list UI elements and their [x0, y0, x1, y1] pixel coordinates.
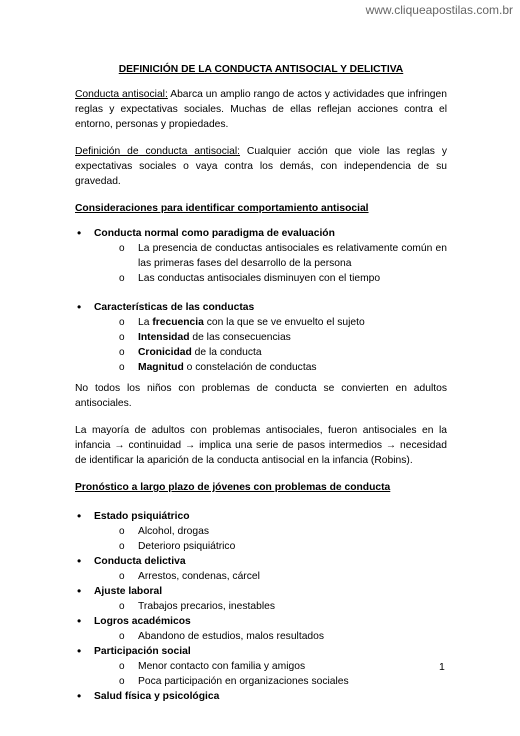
- emphasis: Magnitud: [138, 362, 184, 373]
- list-item-label: Conducta normal como paradigma de evaluación: [94, 228, 335, 239]
- text: o constelación de conductas: [183, 362, 317, 373]
- sub-list-item: o Abandono de estudios, malos resultados: [119, 629, 447, 644]
- sub-list-item: o Menor contacto con familia y amigos: [119, 659, 447, 674]
- emphasis: Cronicidad: [138, 347, 192, 358]
- term-definicion: Definición de conducta antisocial:: [75, 146, 241, 157]
- document-body: [75, 62, 447, 704]
- list-item-label: Logros académicos: [94, 616, 191, 627]
- term-conducta-antisocial: Conducta antisocial:: [75, 89, 168, 100]
- sub-list-item: [119, 315, 447, 330]
- section-heading-pronostico: Pronóstico a largo plazo de jóvenes con problemas de conducta: [75, 482, 391, 493]
- sub-list: [94, 569, 447, 584]
- paragraph-robins: [75, 423, 447, 468]
- bullet-list: [75, 509, 447, 704]
- paragraph-text: Cualquier acción que viole las reglas y expectativas sociales o vaya contra los demás, con independencia de su gravedad.: [75, 146, 447, 187]
- sub-list: [94, 241, 447, 286]
- document-title: DEFINICIÓN DE LA CONDUCTA ANTISOCIAL Y DELICTIVA: [118, 64, 404, 75]
- bullet-list: [75, 300, 447, 375]
- paragraph-definicion: [75, 144, 447, 189]
- text: continuidad: [124, 440, 185, 451]
- text: con la que se ve envuelto el sujeto: [203, 317, 365, 328]
- sub-list: [94, 629, 447, 644]
- list-item: [75, 614, 447, 644]
- sub-list-item: o La presencia de conductas antisociales es relativamente común en las primeras fases del desarrollo de la persona: [119, 241, 447, 271]
- sub-list-item: o Alcohol, drogas: [119, 524, 447, 539]
- paragraph-text: Abarca un amplio rango de actos y actividades que infringen reglas y expectativas sociales. Muchas de ellas reflejan acciones contra el entorno, personas y propiedades.: [75, 89, 447, 130]
- text: implica una serie de pasos intermedios: [195, 440, 386, 451]
- sub-list-item: o Arrestos, condenas, cárcel: [119, 569, 447, 584]
- text: La: [138, 317, 153, 328]
- section-heading-consideraciones: Consideraciones para identificar comportamiento antisocial: [75, 203, 369, 214]
- page-number: 1: [439, 661, 445, 673]
- list-item-label: Salud física y psicológica: [94, 691, 220, 702]
- list-item: [75, 584, 447, 614]
- sub-list-item: o Las conductas antisociales disminuyen con el tiempo: [119, 271, 447, 286]
- sub-list: [94, 315, 447, 375]
- sub-list-item: o Deterioro psiquiátrico: [119, 539, 447, 554]
- sub-list-item: [119, 360, 447, 375]
- list-item: [75, 226, 447, 286]
- arrow-icon: →: [185, 440, 196, 451]
- emphasis: frecuencia: [152, 317, 204, 328]
- text: necesidad de identificar la aparición de la conducta antisocial en la infancia (Robins).: [75, 440, 447, 466]
- list-item-label: Conducta delictiva: [94, 556, 186, 567]
- paragraph-conducta-antisocial: [75, 87, 447, 132]
- list-item: [75, 689, 447, 704]
- watermark: www.cliqueapostilas.com.br: [365, 3, 513, 17]
- text: de la conducta: [191, 347, 262, 358]
- sub-list: [94, 524, 447, 554]
- sub-list-item: o Trabajos precarios, inestables: [119, 599, 447, 614]
- list-item-label: Ajuste laboral: [94, 586, 163, 597]
- sub-list: [94, 659, 447, 689]
- list-item: [75, 644, 447, 689]
- list-item: [75, 509, 447, 554]
- emphasis: Intensidad: [138, 332, 190, 343]
- sub-list-item: o Poca participación en organizaciones sociales: [119, 674, 447, 689]
- sub-list-item: [119, 330, 447, 345]
- text: La mayoría de adultos con problemas antisociales, fueron antisociales en la infancia: [75, 425, 447, 451]
- list-item-label: Participación social: [94, 646, 191, 657]
- list-item-label: Estado psiquiátrico: [94, 511, 190, 522]
- list-item: [75, 554, 447, 584]
- bullet-list: [75, 226, 447, 286]
- paragraph-no-todos: No todos los niños con problemas de conducta se convierten en adultos antisociales.: [75, 383, 447, 409]
- arrow-icon: →: [385, 440, 397, 451]
- list-item: [75, 300, 447, 375]
- sub-list-item: [119, 345, 447, 360]
- sub-list: [94, 599, 447, 614]
- list-item-label: Características de las conductas: [94, 302, 255, 313]
- text: de las consecuencias: [189, 332, 291, 343]
- arrow-icon: →: [114, 440, 125, 451]
